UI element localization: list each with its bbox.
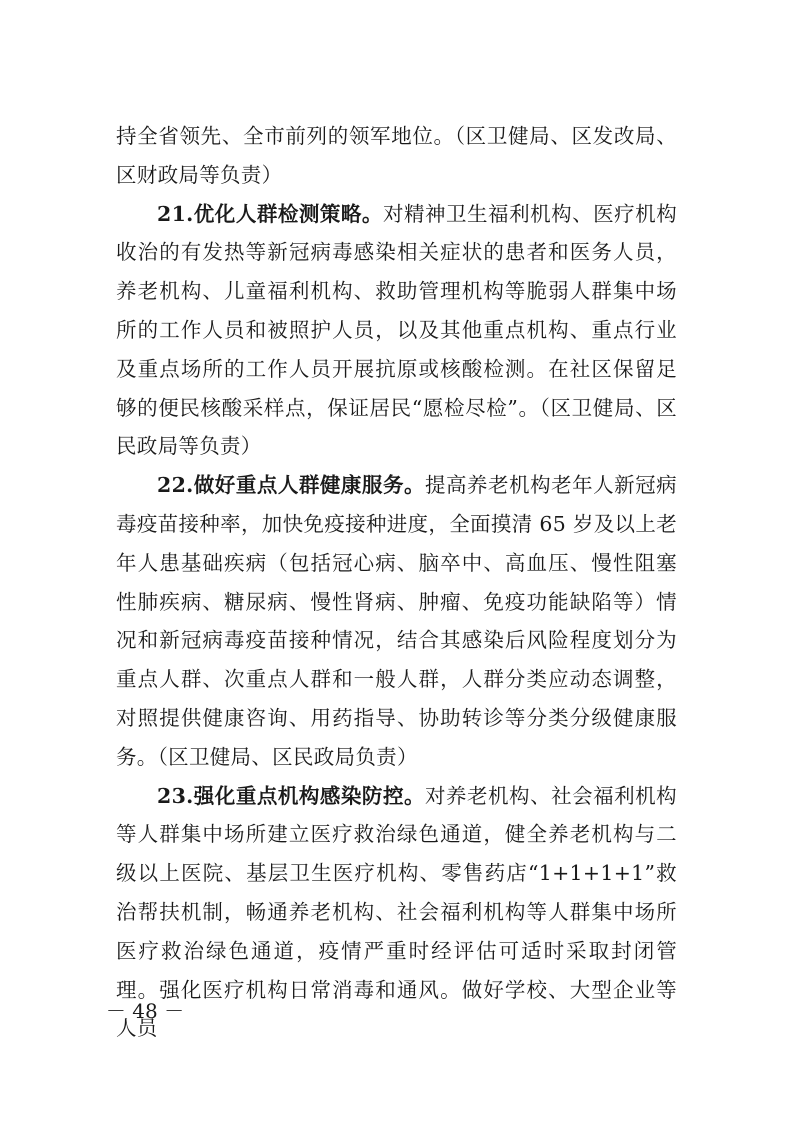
paragraph-item-22 (116, 466, 677, 776)
page-number: － 48 － (105, 999, 185, 1023)
paragraph-continuation (116, 117, 677, 195)
paragraph-text: 对精神卫生福利机构、医疗机构收治的有发热等新冠病毒感染相关症状的患者和医务人员，养老机构、儿童福利机构、救助管理机构等脆弱人群集中场所的工作人员和被照护人员，以及其他重点机构、重点行业及重点场所的工作人员开展抗原或核酸检测。在社区保留足够的便民核酸采样点，保证居民“愿检尽检”。（区卫健局、区民政局等负责） (116, 201, 677, 459)
paragraph-item-21 (116, 195, 677, 467)
paragraph-heading: 21.优化人群检测策略。 (157, 201, 383, 226)
paragraph-text: 提高养老机构老年人新冠病毒疫苗接种率，加快免疫接种进度，全面摸清 65 岁及以上老年人患基础疾病（包括冠心病、脑卒中、高血压、慢性阻塞性肺疾病、糖尿病、慢性肾病、肿瘤、免疫功能缺陷等）情况和新冠病毒疫苗接种情况，结合其感染后风险程度划分为重点人群、次重点人群和一般人群，人群分类应动态调整，对照提供健康咨询、用药指导、协助转诊等分类分级健康服务。（区卫健局、区民政局负责） (116, 473, 677, 769)
paragraph-text: 持全省领先、全市前列的领军地位。（区卫健局、区发改局、区财政局等负责） (116, 124, 677, 187)
paragraph-heading: 22.做好重点人群健康服务。 (157, 473, 425, 498)
paragraph-heading: 23.强化重点机构感染防控。 (157, 783, 425, 808)
paragraph-text: 对养老机构、社会福利机构等人群集中场所建立医疗救治绿色通道，健全养老机构与二级以上医院、基层卫生医疗机构、零售药店“1+1+1+1”救治帮扶机制，畅通养老机构、社会福利机构等人群集中场所医疗救治绿色通道，疫情严重时经评估可适时采取封闭管理。强化医疗机构日常消毒和通风。做好学校、大型企业等人员 (116, 783, 677, 1041)
document-body (116, 117, 677, 1048)
